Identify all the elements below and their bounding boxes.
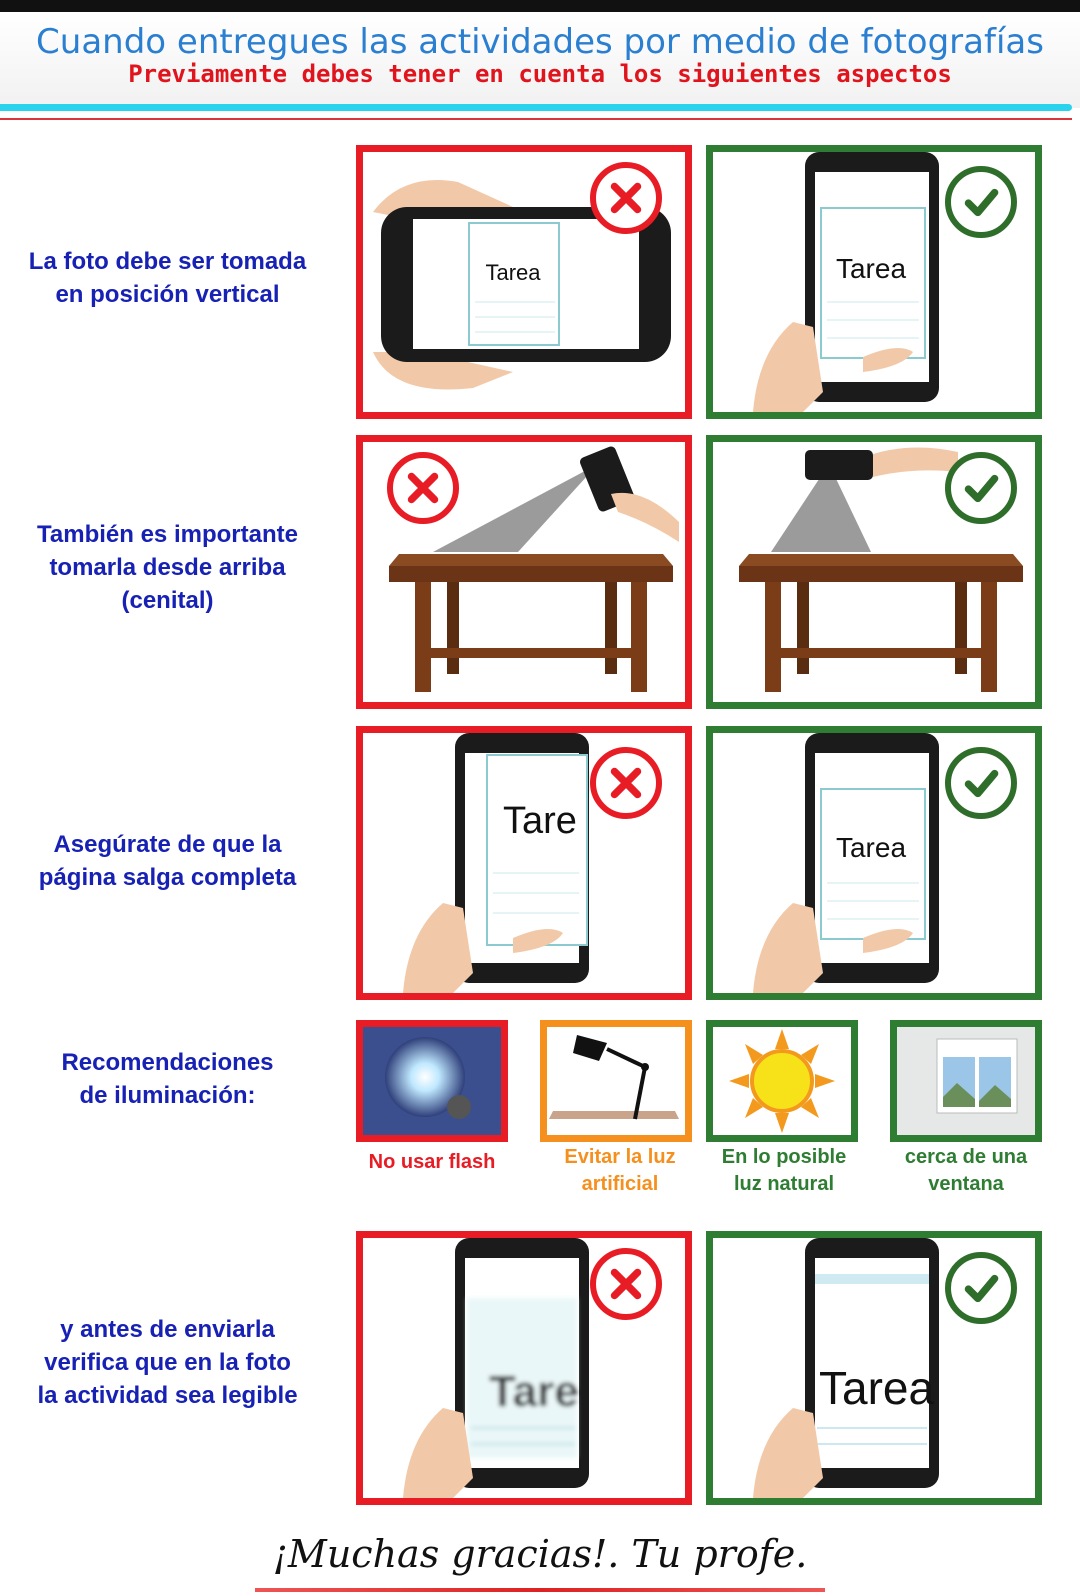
x-mark-icon [590,162,662,234]
row-label-complete: Asegúrate de que la página salga completa [38,831,297,891]
svg-text:Tarea: Tarea [835,832,907,863]
header [0,12,1080,108]
panel-angled-wrong [356,435,692,709]
caption-near-window: cerca de una ventana [904,1146,1028,1195]
lamp-photo [540,1020,692,1142]
row-label-vertical: La foto debe ser tomada en posición vertical [28,248,307,308]
sun-photo [706,1020,858,1142]
page-title: Cuando entregues las actividades por medio de fotografías [36,22,1044,62]
page-subtitle: Previamente debes tener en cuenta los siguientes aspectos [128,60,952,88]
x-mark-icon [387,452,459,524]
x-mark-icon [590,747,662,819]
sun-icon [713,1027,851,1135]
check-mark-icon [945,747,1017,819]
row-label-lighting: Recomendaciones de iluminación: [61,1049,274,1109]
panel-horizontal-wrong [356,145,692,419]
svg-text:Tare: Tare [489,1367,579,1416]
check-mark-icon [945,452,1017,524]
footer-divider [255,1588,825,1592]
header-divider [0,104,1072,111]
row-label-legible: y antes de enviarla verifica que en la foto la actividad sea legible [37,1316,298,1409]
flash-icon [363,1027,501,1135]
caption-avoid-artificial: Evitar la luz artificial [564,1146,676,1195]
thanks-message: ¡Muchas gracias!. Tu profe. [272,1532,808,1576]
row-label-overhead: También es importante tomarla desde arriba (cenital) [37,521,298,614]
desk-lamp-icon [547,1027,685,1135]
header-divider-thin [0,118,1072,120]
check-mark-icon [945,166,1017,238]
panel-complete-page-correct [706,726,1042,1000]
panel-blurry-wrong [356,1231,692,1505]
caption-natural-light: En lo posible luz natural [721,1146,847,1195]
check-mark-icon [945,1252,1017,1324]
panel-vertical-correct [706,145,1042,419]
panel-overhead-correct [706,435,1042,709]
panel-legible-correct [706,1231,1042,1505]
x-mark-icon [590,1248,662,1320]
caption-no-flash: No usar flash [368,1151,496,1173]
panel-cut-page-wrong [356,726,692,1000]
window-photo [890,1020,1042,1142]
flash-photo [356,1020,508,1142]
top-bar [0,0,1080,12]
svg-text:Tarea: Tarea [485,260,541,285]
svg-text:Tarea: Tarea [835,253,907,284]
svg-text:Tarea: Tarea [819,1362,935,1414]
svg-text:Tare: Tare [503,800,577,842]
window-icon [897,1027,1035,1135]
